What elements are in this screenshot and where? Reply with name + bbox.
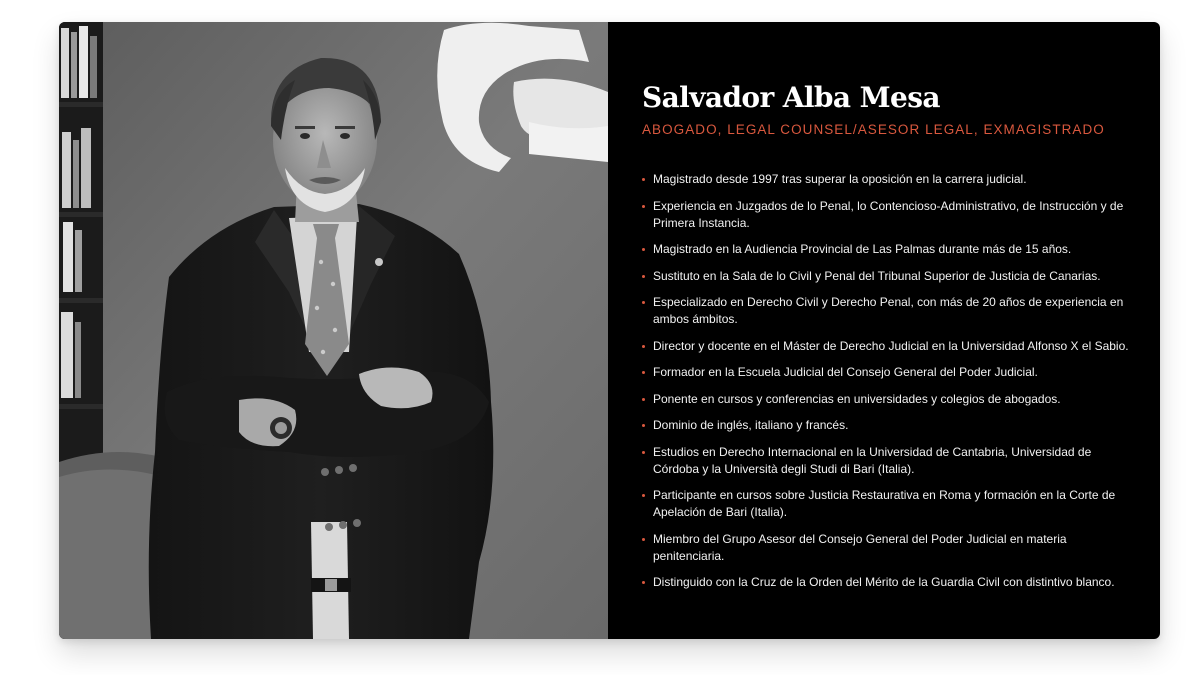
bio-item <box>642 531 1130 565</box>
bio-item-text: Dominio de inglés, italiano y francés. <box>653 418 849 433</box>
bio-item-text: Formador en la Escuela Judicial del Consejo General del Poder Judicial. <box>653 365 1038 380</box>
bio-item <box>642 364 1130 381</box>
bullet-icon <box>642 275 645 278</box>
bullet-icon <box>642 451 645 454</box>
profile-card <box>59 22 1160 639</box>
bio-item <box>642 391 1130 408</box>
bio-item-text: Estudios en Derecho Internacional en la Universidad de Cantabria, Universidad de Córdoba y la Università degli Studi di Bari (Italia). <box>653 444 1092 476</box>
bio-item <box>642 338 1130 355</box>
bio-item-text: Experiencia en Juzgados de lo Penal, lo Contencioso-Administrativo, de Instrucción y de Primera Instancia. <box>653 198 1124 230</box>
portrait-photo-icon <box>59 22 608 639</box>
profile-role: ABOGADO, LEGAL COUNSEL/ASESOR LEGAL, EXMAGISTRADO <box>642 122 1105 138</box>
bullet-icon <box>642 178 645 181</box>
bio-item <box>642 268 1130 285</box>
profile-info <box>608 22 1160 639</box>
bio-item-text: Sustituto en la Sala de lo Civil y Penal del Tribunal Superior de Justicia de Canarias. <box>653 268 1101 283</box>
bullet-icon <box>642 205 645 208</box>
bio-item <box>642 241 1130 258</box>
bio-item-text: Director y docente en el Máster de Derecho Judicial en la Universidad Alfonso X el Sabio. <box>653 338 1129 353</box>
bullet-icon <box>642 494 645 497</box>
bullet-icon <box>642 345 645 348</box>
bio-item-text: Participante en cursos sobre Justicia Restaurativa en Roma y formación en la Corte de Apelación de Bari (Italia). <box>653 488 1116 520</box>
bio-item-text: Distinguido con la Cruz de la Orden del Mérito de la Guardia Civil con distintivo blanco. <box>653 575 1115 590</box>
bio-item <box>642 417 1130 434</box>
bio-item <box>642 487 1130 521</box>
bullet-icon <box>642 581 645 584</box>
profile-name: Salvador Alba Mesa <box>642 81 940 114</box>
bio-item-text: Especializado en Derecho Civil y Derecho Penal, con más de 20 años de experiencia en ambos ámbitos. <box>653 295 1124 327</box>
bio-item <box>642 171 1130 188</box>
bio-list <box>642 171 1130 591</box>
bullet-icon <box>642 248 645 251</box>
bio-item-text: Magistrado desde 1997 tras superar la oposición en la carrera judicial. <box>653 172 1027 187</box>
bio-item-text: Ponente en cursos y conferencias en universidades y colegios de abogados. <box>653 391 1061 406</box>
bio-item <box>642 294 1130 328</box>
bullet-icon <box>642 424 645 427</box>
profile-photo <box>59 22 608 639</box>
bullet-icon <box>642 371 645 374</box>
bio-item <box>642 198 1130 232</box>
bio-item <box>642 574 1130 591</box>
bio-item-text: Magistrado en la Audiencia Provincial de Las Palmas durante más de 15 años. <box>653 242 1072 257</box>
bullet-icon <box>642 538 645 541</box>
bullet-icon <box>642 301 645 304</box>
bio-item-text: Miembro del Grupo Asesor del Consejo General del Poder Judicial en materia penitenciaria. <box>653 531 1067 563</box>
bio-item <box>642 444 1130 478</box>
bullet-icon <box>642 398 645 401</box>
